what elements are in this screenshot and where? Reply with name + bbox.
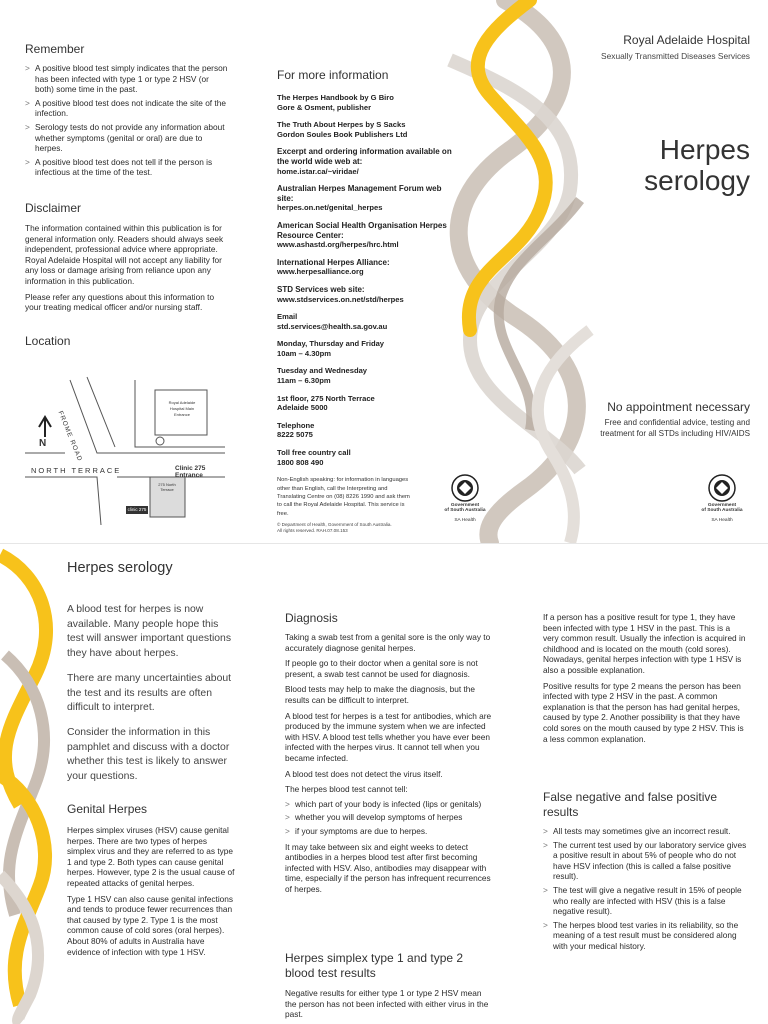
copyright-line: © Department of Health, Government of South Australia. — [277, 522, 392, 528]
government-label: Government — [707, 503, 737, 508]
list-item: > Serology tests do not provide any information about whether symptoms (genital or oral) are due to herpes. — [25, 122, 230, 154]
contact-value: 11am – 6.30pm — [277, 376, 331, 386]
contact-value: 10am – 4.30pm — [277, 348, 332, 358]
list-item: > which part of your body is infected (lips or genitals) — [285, 799, 495, 810]
book-item — [277, 93, 457, 112]
resource-label: International Herpes Alliance: — [277, 257, 390, 267]
diagnosis-list — [285, 799, 495, 837]
intro-heading: Herpes serology — [67, 560, 173, 576]
false-results-section — [543, 790, 748, 955]
resource-link[interactable]: www.ashastd.org/herpes/hrc.html — [277, 240, 399, 250]
results-paragraph: Negative results for either type 1 or type 2 HSV mean the person has not been infected with either virus in the past. — [285, 988, 489, 1020]
resource-link[interactable]: herpes.on.net/genital_herpes — [277, 203, 383, 213]
list-item: > The test will give a negative result in 15% of people who really are infected with HSV (this is a false negative result). — [543, 885, 748, 917]
diagnosis-section — [285, 611, 495, 894]
cover-title — [600, 134, 750, 196]
diagnosis-paragraph: It may take between six and eight weeks to detect antibodies in a herpes blood test after first becoming infected with HSV. Also, antibodies may disappear with time, especially if the person has infrequent recurrences of herpes. — [285, 841, 491, 894]
resource-label: Excerpt and ordering information available on the world wide web at: — [277, 147, 452, 166]
resource-link[interactable]: home.istar.ca/~viridae/ — [277, 166, 359, 176]
no-appointment-text: No appointment necessary — [607, 400, 750, 414]
contact-value: 8222 5075 — [277, 430, 313, 440]
contact-value: Adelaide 5000 — [277, 403, 328, 413]
map-drawing — [25, 375, 230, 525]
list-item: > whether you will develop symptoms of herpes — [285, 812, 495, 823]
positive-results-section — [543, 612, 748, 744]
diagnosis-paragraph: A blood test does not detect the virus itself. — [285, 768, 443, 779]
cover-title-line: serology — [644, 165, 750, 196]
frome-road-label: FROME ROAD — [56, 410, 84, 463]
contact-tollfree — [277, 448, 457, 467]
crest-icon — [707, 473, 737, 503]
contact-label: 1st floor, 275 North Terrace — [277, 393, 375, 403]
building-label: 275 North Terrace — [158, 482, 176, 492]
cover-title-line: Herpes — [659, 134, 750, 165]
genital-herpes-heading: Genital Herpes — [67, 802, 148, 816]
false-results-heading: False negative and false positive results — [543, 790, 718, 819]
intro-paragraph: A blood test for herpes is now available. Many people hope this test will answer important questions they have about herpes. — [67, 604, 232, 660]
list-item: > A positive blood test does not tell if the person is infectious at the time of the test. — [25, 157, 230, 178]
resource-link[interactable]: www.herpesalliance.org — [277, 267, 364, 277]
genital-paragraph: Herpes simplex viruses (HSV) cause genital herpes. There are two types of herpes simplex virus and they are referred to as type 1 and type 2. Both types can cause genital herpes. However, type 2 is the usual cause of repeated attacks of genital herpes. — [67, 825, 235, 888]
book-title: The Truth About Herpes by S Sacks — [277, 120, 406, 130]
helix-decoration-bottom — [0, 545, 62, 1024]
remember-heading: Remember — [25, 42, 85, 56]
crest-icon — [450, 473, 480, 503]
government-label: Government — [450, 503, 480, 508]
location-map — [25, 375, 230, 525]
contact-label: Toll free country call — [277, 448, 351, 458]
intro-section — [67, 560, 232, 785]
contact-label: Email — [277, 312, 298, 322]
interpreter-note: Non-English speaking: for information in languages other than English, call the Interpreting and Translating Centre on (08) 8226 1990 and ask them to call the Royal Adelaide Hospital. This service is free. — [277, 477, 410, 517]
diagnosis-paragraph: The herpes blood test cannot tell: — [285, 784, 408, 795]
results-heading: Herpes simplex type 1 and type 2 blood test results — [285, 951, 464, 980]
diagnosis-paragraph: Blood tests may help to make the diagnosis, but the results can be difficult to interpret. — [285, 684, 476, 705]
intro-paragraph: Consider the information in this pamphlet and discuss with a doctor whether this test is likely to answer your questions. — [67, 726, 230, 783]
cover-tagline — [560, 417, 750, 439]
email-link[interactable]: std.services@health.sa.gov.au — [277, 321, 388, 331]
list-item: > A positive blood test does not indicate the site of the infection. — [25, 98, 230, 119]
genital-paragraph: Type 1 HSV can also cause genital infections and tends to produce fewer recurrences than that caused by type 2. Type 1 is the most common cause of cold sores (oral herpes). About 80% of adults in Australia have evidence of infection with type 1 HSV. — [67, 893, 234, 957]
book-publisher: Gore & Osment, publisher — [277, 102, 372, 112]
genital-herpes-section — [67, 802, 237, 957]
diagnosis-paragraph: If people go to their doctor when a genital sore is not present, a swab test cannot be used for diagnosis. — [285, 658, 478, 679]
contact-value: 1800 808 490 — [277, 457, 324, 467]
disclaimer-contact-text: Please refer any questions about this information to your treating medical officer and/or nursing staff. — [25, 291, 215, 313]
resource-link[interactable]: www.stdservices.on.net/std/herpes — [277, 294, 404, 304]
tagline-line: treatment for all STDs including HIV/AIDS — [600, 429, 750, 438]
clinic-entrance-label: Clinic 275 Entrance — [175, 465, 206, 479]
location-heading: Location — [25, 334, 71, 348]
list-item: > if your symptoms are due to herpes. — [285, 826, 495, 837]
false-results-list — [543, 826, 748, 952]
list-item: > All tests may sometimes give an incorrect result. — [543, 826, 748, 837]
copyright-line: All rights reserved. RAH.07.08.153 — [277, 528, 348, 534]
book-title: The Herpes Handbook by G Biro — [277, 93, 394, 102]
remember-list — [25, 63, 230, 178]
clinic-badge: clinic 275 — [127, 507, 147, 512]
positive-paragraph: Positive results for type 2 means the person has been infected with type 2 HSV in the past. A common explanation is that the person has had genital herpes, caused by type 2. Another possibility is that they have cold sores on the mouth caused by type 2 HSV. This is a less common explanation. — [543, 680, 744, 744]
org-name: Royal Adelaide Hospital — [623, 33, 750, 47]
resource-item — [277, 147, 457, 176]
sa-health-label: SA Health — [711, 518, 733, 523]
resource-label: STD Services web site: — [277, 284, 365, 294]
disclaimer-heading: Disclaimer — [25, 201, 82, 215]
contact-phone — [277, 421, 457, 440]
resource-item — [277, 258, 457, 277]
service-name: Sexually Transmitted Diseases Services — [601, 51, 750, 61]
diagnosis-paragraph: A blood test for herpes is a test for antibodies, which are produced by the immune system when we are infected with HSV. A blood test tells whether you have ever been infected with the herpes virus. It cannot tell when you became infected. — [285, 710, 492, 763]
government-label: of South Australia — [444, 508, 486, 513]
list-item: > A positive blood test simply indicates that the person has been infected with type 1 or type 2 HSV (or both) some time in the past. — [25, 63, 230, 95]
disclaimer-section — [25, 201, 230, 313]
intro-paragraph: There are many uncertainties about the test and its results are often difficult to interpret. — [67, 672, 232, 714]
positive-paragraph: If a person has a positive result for type 1, they have been infected with type 1 HSV in the past. This is a very common result. Usually the infection is acquired in childhood and is located on the mouth (cold sores). Nowadays, genital herpes infection with type 1 HSV is also a possible explanation. — [543, 612, 746, 675]
resource-label: American Social Health Organisation Herpes Resource Center: — [277, 220, 447, 240]
resource-label: Australian Herpes Management Forum web site: — [277, 184, 442, 203]
resource-item — [277, 184, 457, 213]
diagnosis-heading: Diagnosis — [285, 611, 338, 625]
government-logo — [436, 473, 494, 523]
resource-item — [277, 221, 457, 250]
results-section — [285, 951, 495, 1020]
list-item: > The current test used by our laboratory service gives a positive result in about 5% of people who do not have HSV infection (this is called a false positive result). — [543, 840, 748, 882]
resource-item — [277, 285, 457, 304]
contact-email — [277, 312, 457, 331]
sa-health-label: SA Health — [454, 518, 476, 523]
contact-hours — [277, 339, 457, 358]
list-item: > The herpes blood test varies in its reliability, so the meaning of a test result must be considered along with your medical history. — [543, 920, 748, 952]
tagline-line: Free and confidential advice, testing and — [604, 418, 750, 427]
contact-label: Monday, Thursday and Friday — [277, 339, 385, 349]
government-logo — [693, 473, 751, 523]
book-publisher: Gordon Soules Book Publishers Ltd — [277, 129, 408, 139]
north-terrace-label: NORTH TERRACE — [31, 466, 122, 475]
diagnosis-paragraph: Taking a swab test from a genital sore is the only way to accurately diagnose genital herpes. — [285, 632, 491, 653]
government-label: of South Australia — [701, 508, 743, 513]
contact-hours — [277, 366, 457, 385]
contact-label: Tuesday and Wednesday — [277, 366, 368, 376]
more-info-section — [277, 68, 457, 534]
more-info-heading: For more information — [277, 68, 389, 82]
contact-label: Telephone — [277, 420, 315, 430]
contact-address — [277, 394, 457, 413]
disclaimer-text: The information contained within this publication is for general information only. Readers should always seek independent, professional advice where appropriate. Royal Adelaide Hospital will not accept any liability for any loss or damage arising from reliance upon any information in this publication. — [25, 223, 224, 286]
book-item — [277, 120, 457, 139]
north-label: N — [39, 438, 47, 449]
page-divider — [0, 543, 768, 544]
hospital-main-entrance-label: Royal Adelaide Hospital Main Entrance — [168, 400, 196, 417]
remember-section — [25, 42, 230, 181]
